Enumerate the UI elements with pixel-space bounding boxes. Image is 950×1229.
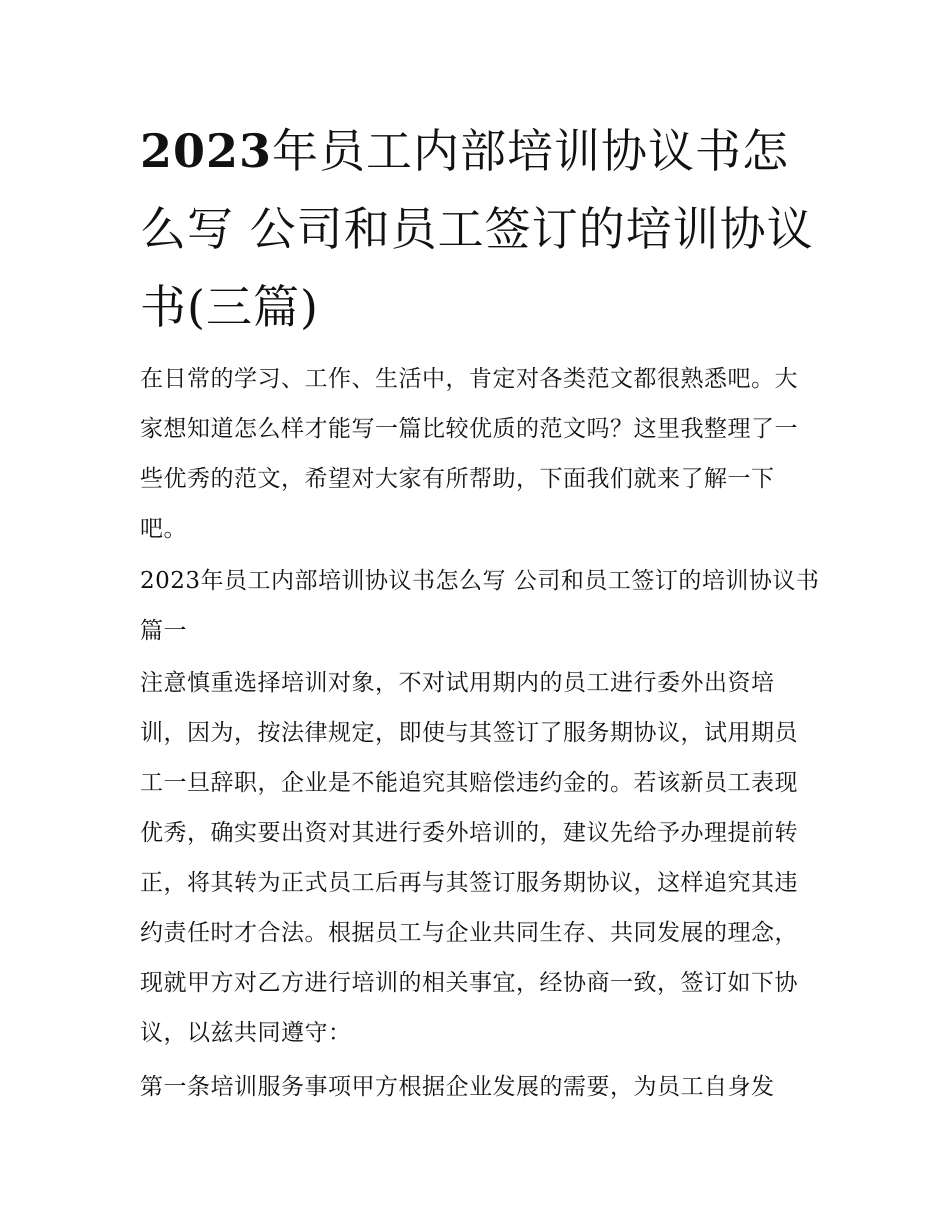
body-paragraph: 第一条培训服务事项甲方根据企业发展的需要，为员工自身发 <box>140 1074 775 1100</box>
body-paragraph: 注意慎重选择培训对象，不对试用期内的员工进行委外出资培训，因为，按法律规定，即使与其签订了服务期协议，试用期员工一旦辞职，企业是不能追究其赔偿违约金的。若该新员工表现优秀，确实要出资对其进行委外培训的，建议先给予办理提前转正，将其转为正式员工后再与其签订服务期协议，这样追究其违约责任时才合法。根据员工与企业共同生存、共同发展的理念，现就甲方对乙方进行培训的相关事宜，经协商一致，签订如下协议，以兹共同遵守： <box>140 670 798 1046</box>
title-year: 2023 <box>140 124 273 178</box>
title-text: 年员工内部培训协议书怎么写 公司和员工签订的培训协议书(三篇) <box>140 124 814 334</box>
intro-paragraph: 在日常的学习、工作、生活中，肯定对各类范文都很熟悉吧。大家想知道怎么样才能写一篇比较优质的范文吗？这里我整理了一些优秀的范文，希望对大家有所帮助，下面我们就来了解一下吧。 <box>140 366 798 542</box>
section-subheading: 2023年员工内部培训协议书怎么写 公司和员工签订的培训协议书篇一 <box>140 568 820 644</box>
document-title <box>140 112 820 346</box>
